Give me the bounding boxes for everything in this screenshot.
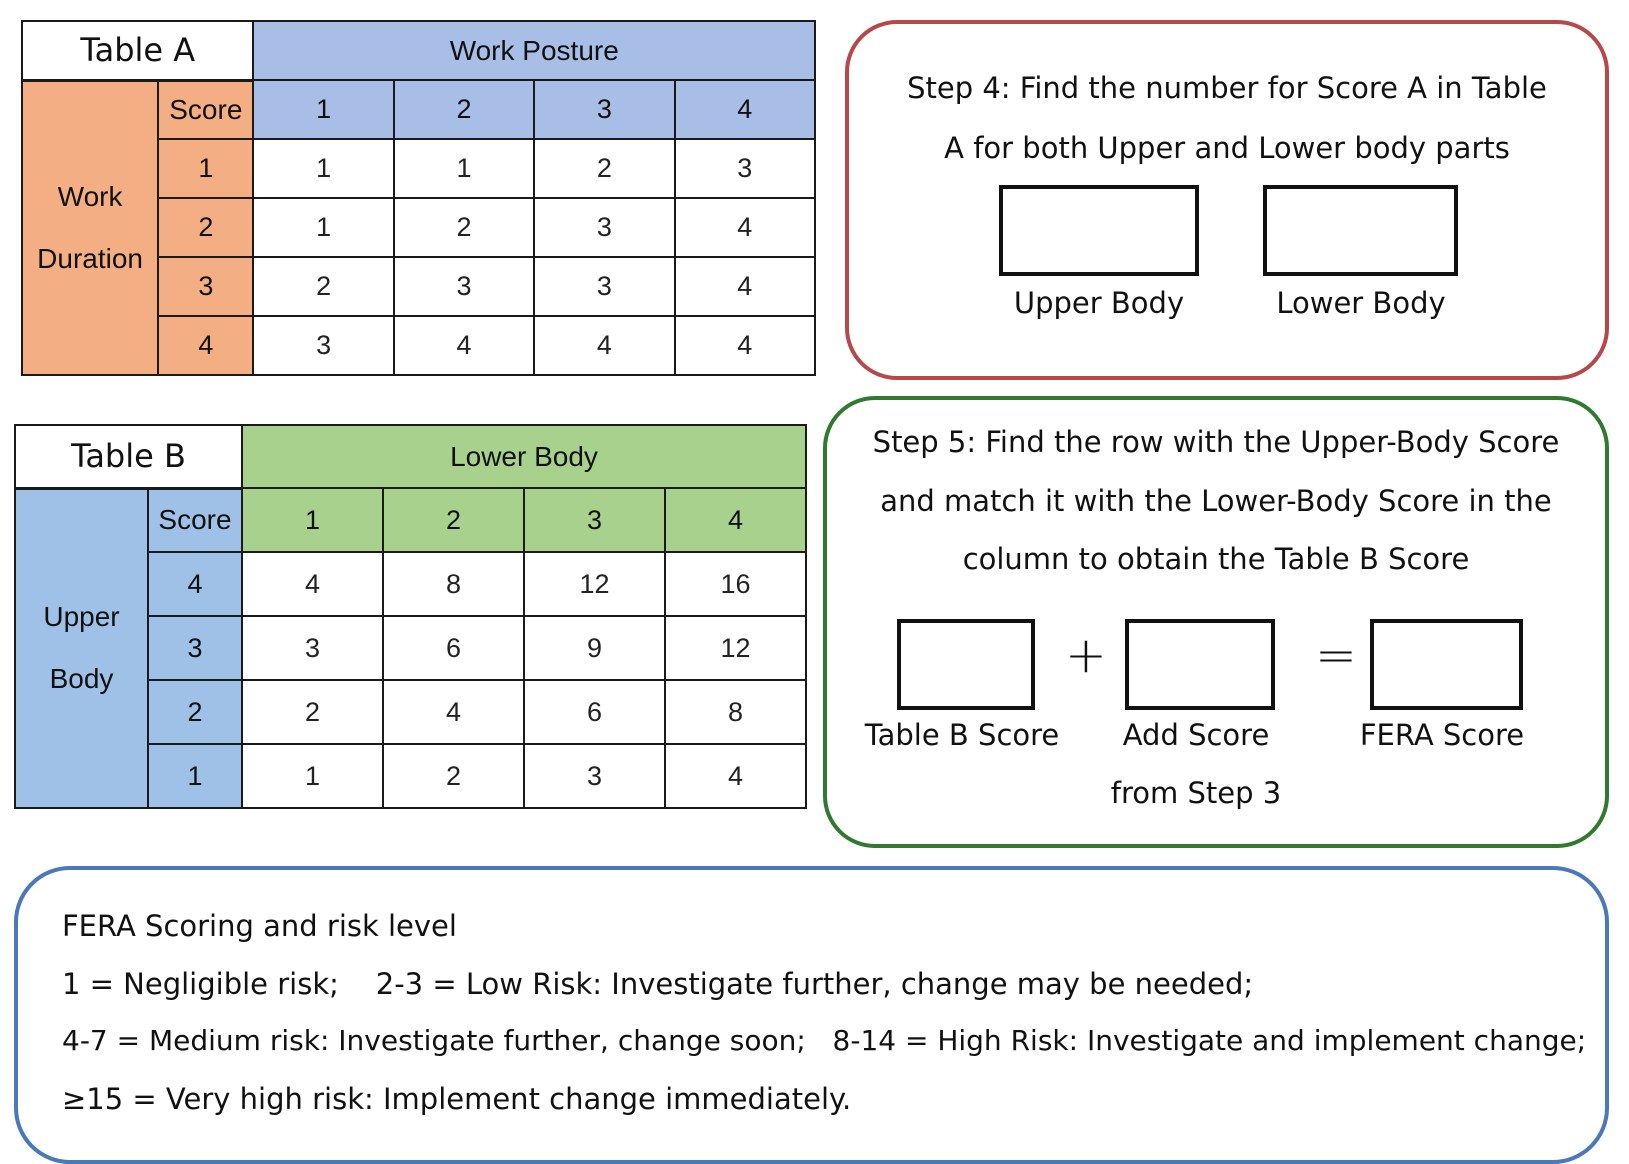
lower-body-box-label: Lower Body: [1276, 286, 1446, 320]
work-duration-line-2: Duration: [37, 242, 143, 274]
upper-body-line-2: Body: [49, 663, 114, 695]
lower-body-score-box[interactable]: [1263, 185, 1458, 276]
lower-body-header: Lower Body: [242, 425, 806, 488]
fera-risk-line-1: 1 = Negligible risk; 2-3 = Low Risk: Investigate further, change may be needed;: [62, 967, 1254, 1001]
table-b-col-header: 2: [383, 488, 524, 552]
table-a-col-header: 2: [394, 80, 534, 139]
table-b-col-header: 3: [524, 488, 665, 552]
upper-body-score-box[interactable]: [999, 185, 1199, 276]
table-a-col-header: 1: [253, 80, 393, 139]
add-score-label: Add Score: [1122, 718, 1270, 752]
fera-title: FERA Scoring and risk level: [62, 909, 457, 943]
fera-scoring-panel: [14, 866, 1609, 1164]
table-b: [14, 424, 807, 809]
table-b-cell: 2: [383, 744, 524, 808]
table-a-col-header: 3: [534, 80, 674, 139]
table-b-cell: 4: [665, 744, 806, 808]
table-a-title: Table A: [22, 21, 253, 80]
step-5-panel: [823, 396, 1609, 848]
step-5-line-3: column to obtain the Table B Score: [962, 542, 1470, 576]
table-b-cell: 12: [665, 616, 806, 680]
add-score-label-line-2: from Step 3: [1110, 776, 1282, 810]
table-b-cell: 8: [383, 552, 524, 616]
work-duration-line-1: Work: [57, 180, 123, 212]
step-4-line-1: Step 4: Find the number for Score A in Table: [907, 71, 1547, 105]
upper-body-label: [15, 488, 148, 808]
table-b-cell: 12: [524, 552, 665, 616]
upper-body-line-1: Upper: [43, 601, 120, 633]
add-score-box[interactable]: [1125, 619, 1275, 710]
table-b-row-score: 3: [148, 616, 242, 680]
table-b-cell: 2: [242, 680, 383, 744]
fera-risk-line-3: ≥15 = Very high risk: Implement change immediately.: [62, 1082, 852, 1116]
table-a-cell: 4: [675, 198, 815, 257]
table-a-cell: 3: [675, 139, 815, 198]
plus-sign: +: [1065, 626, 1107, 684]
table-a-cell: 4: [675, 257, 815, 316]
table-a-cell: 2: [253, 257, 393, 316]
table-a-cell: 3: [394, 257, 534, 316]
table-a-row-score: 4: [158, 316, 253, 375]
table-b-cell: 6: [383, 616, 524, 680]
table-b-row-score: 4: [148, 552, 242, 616]
table-a-cell: 1: [394, 139, 534, 198]
table-b-cell: 9: [524, 616, 665, 680]
table-b-cell: 6: [524, 680, 665, 744]
table-b-col-header: 1: [242, 488, 383, 552]
table-a: [21, 20, 816, 376]
table-b-row-score: 1: [148, 744, 242, 808]
work-posture-header: Work Posture: [253, 21, 815, 80]
step-5-line-1: Step 5: Find the row with the Upper-Body Score: [872, 425, 1560, 459]
table-a-cell: 2: [534, 139, 674, 198]
table-a-col-header: 4: [675, 80, 815, 139]
table-a-score-header: Score: [158, 80, 253, 139]
table-a-cell: 2: [394, 198, 534, 257]
table-b-col-header: 4: [665, 488, 806, 552]
table-a-cell: 3: [534, 198, 674, 257]
table-b-cell: 16: [665, 552, 806, 616]
table-b-score-label: Table B Score: [864, 718, 1060, 752]
fera-score-box[interactable]: [1370, 619, 1523, 710]
table-a-cell: 4: [394, 316, 534, 375]
step-4-panel: [845, 20, 1609, 380]
table-b-cell: 3: [524, 744, 665, 808]
step-4-line-2: A for both Upper and Lower body parts: [944, 131, 1510, 165]
equals-sign: =: [1315, 626, 1357, 684]
table-a-row-score: 1: [158, 139, 253, 198]
table-a-row-score: 2: [158, 198, 253, 257]
step-5-line-2: and match it with the Lower-Body Score in the: [880, 484, 1552, 518]
upper-body-box-label: Upper Body: [1013, 286, 1185, 320]
table-b-cell: 8: [665, 680, 806, 744]
work-duration-label: [22, 80, 158, 375]
fera-risk-line-2: 4-7 = Medium risk: Investigate further, change soon; 8-14 = High Risk: Investigate and implement change;: [62, 1024, 1587, 1057]
table-a-row-score: 3: [158, 257, 253, 316]
table-a-cell: 3: [534, 257, 674, 316]
table-a-cell: 3: [253, 316, 393, 375]
fera-score-label: FERA Score: [1359, 718, 1525, 752]
table-a-cell: 4: [675, 316, 815, 375]
table-b-cell: 4: [242, 552, 383, 616]
table-b-row-score: 2: [148, 680, 242, 744]
table-b-cell: 4: [383, 680, 524, 744]
table-b-score-header: Score: [148, 488, 242, 552]
table-b-title: Table B: [15, 425, 242, 488]
table-a-cell: 1: [253, 198, 393, 257]
table-a-cell: 1: [253, 139, 393, 198]
table-b-score-box[interactable]: [897, 619, 1035, 710]
table-b-cell: 3: [242, 616, 383, 680]
table-b-cell: 1: [242, 744, 383, 808]
table-a-cell: 4: [534, 316, 674, 375]
